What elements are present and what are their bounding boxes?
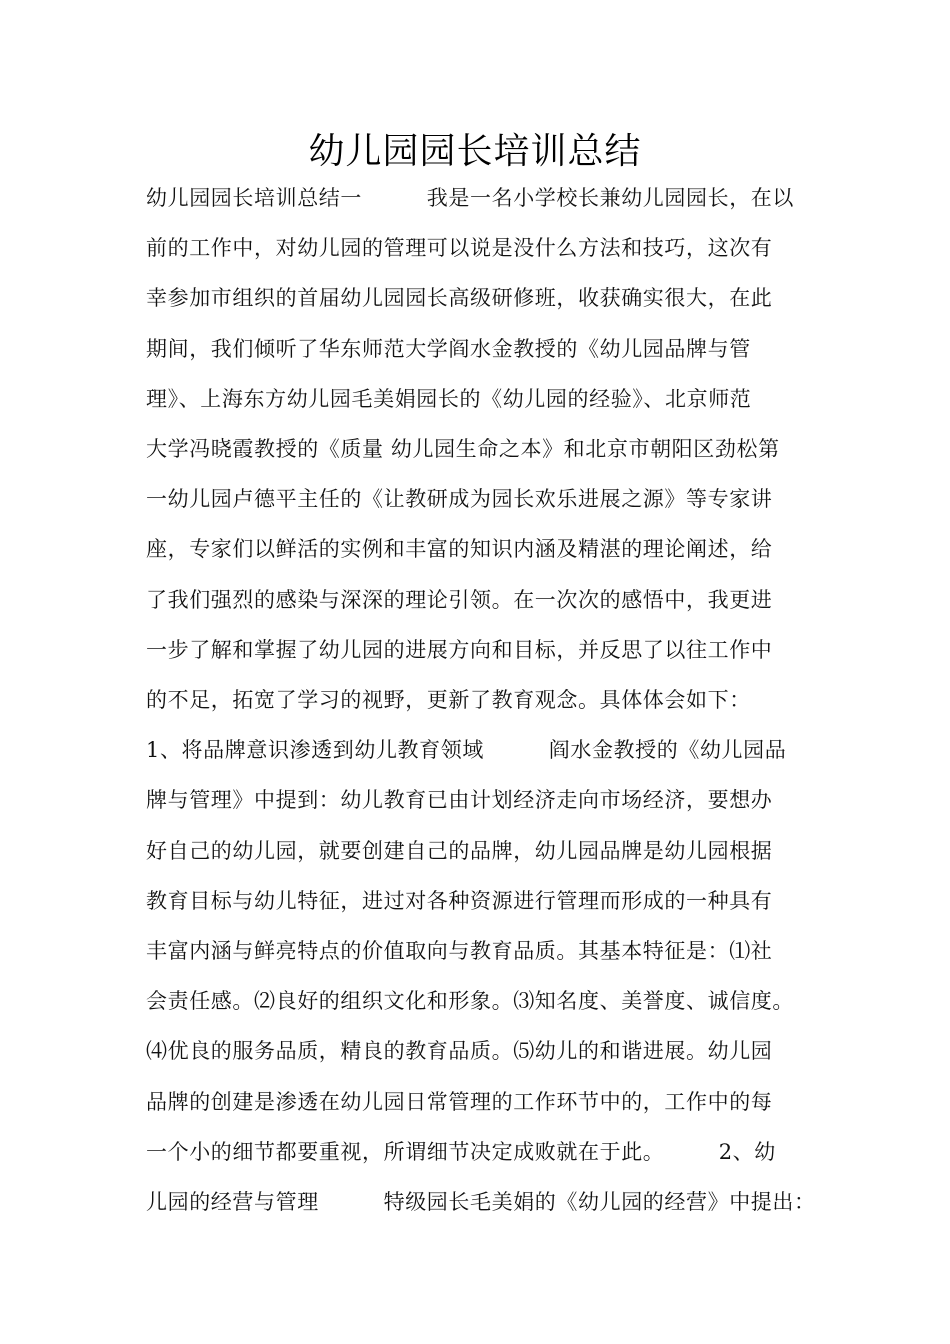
paragraph-line: 座，专家们以鲜活的实例和丰富的知识内涵及精湛的理论阐述，给 bbox=[146, 537, 773, 562]
paragraph-line: 幸参加市组织的首届幼儿园园长高级研修班，收获确实很大，在此 bbox=[146, 286, 773, 311]
paragraph-line: 丰富内涵与鲜亮特点的价值取向与教育品质。其基本特征是：⑴社 bbox=[146, 939, 773, 963]
paragraph-line: 一幼儿园卢德平主任的《让教研成为园长欢乐进展之源》等专家讲 bbox=[146, 487, 773, 512]
paragraph-line: 教育目标与幼儿特征，进过对各种资源进行管理而形成的一种具有 bbox=[146, 888, 773, 913]
paragraph-line: 期间，我们倾听了华东师范大学阎水金教授的《幼儿园品牌与管 bbox=[146, 336, 751, 361]
paragraph-line: 品牌的创建是渗透在幼儿园日常管理的工作环节中的，工作中的每 bbox=[146, 1089, 773, 1114]
paragraph-line: 一个小的细节都要重视，所谓细节决定成败就在于此。 2、幼 bbox=[146, 1139, 776, 1164]
paragraph-line: 了我们强烈的感染与深深的理论引领。在一次次的感悟中，我更进 bbox=[146, 587, 773, 612]
paragraph-line: 好自己的幼儿园，就要创建自己的品牌，幼儿园品牌是幼儿园根据 bbox=[146, 838, 773, 863]
document-title: 幼儿园园长培训总结 bbox=[308, 131, 642, 172]
paragraph-line: ⑷优良的服务品质，精良的教育品质。⑸幼儿的和谐进展。幼儿园 bbox=[146, 1039, 773, 1064]
paragraph-line: 大学冯晓霞教授的《质量 幼儿园生命之本》和北京市朝阳区劲松第 bbox=[146, 437, 780, 461]
paragraph-line: 幼儿园园长培训总结一 我是一名小学校长兼幼儿园园长，在以 bbox=[146, 186, 794, 210]
paragraph-line: 儿园的经营与管理 特级园长毛美娟的《幼儿园的经营》中提出： bbox=[146, 1190, 816, 1214]
paragraph-line: 的不足，拓宽了学习的视野，更新了教育观念。具体体会如下： bbox=[146, 688, 751, 712]
paragraph-line: 理》、上海东方幼儿园毛美娟园长的《幼儿园的经验》、北京师范 bbox=[146, 386, 752, 411]
paragraph-line: 1、将品牌意识渗透到幼儿教育领域 阎水金教授的《幼儿园品 bbox=[146, 738, 787, 763]
paragraph-line: 会责任感。⑵良好的组织文化和形象。⑶知名度、美誉度、诚信度。 bbox=[146, 989, 794, 1014]
paragraph-line: 一步了解和掌握了幼儿园的进展方向和目标，并反思了以往工作中 bbox=[146, 637, 773, 662]
paragraph-line: 前的工作中，对幼儿园的管理可以说是没什么方法和技巧，这次有 bbox=[146, 236, 773, 261]
paragraph-line: 牌与管理》中提到：幼儿教育已由计划经济走向市场经济，要想办 bbox=[146, 788, 773, 813]
